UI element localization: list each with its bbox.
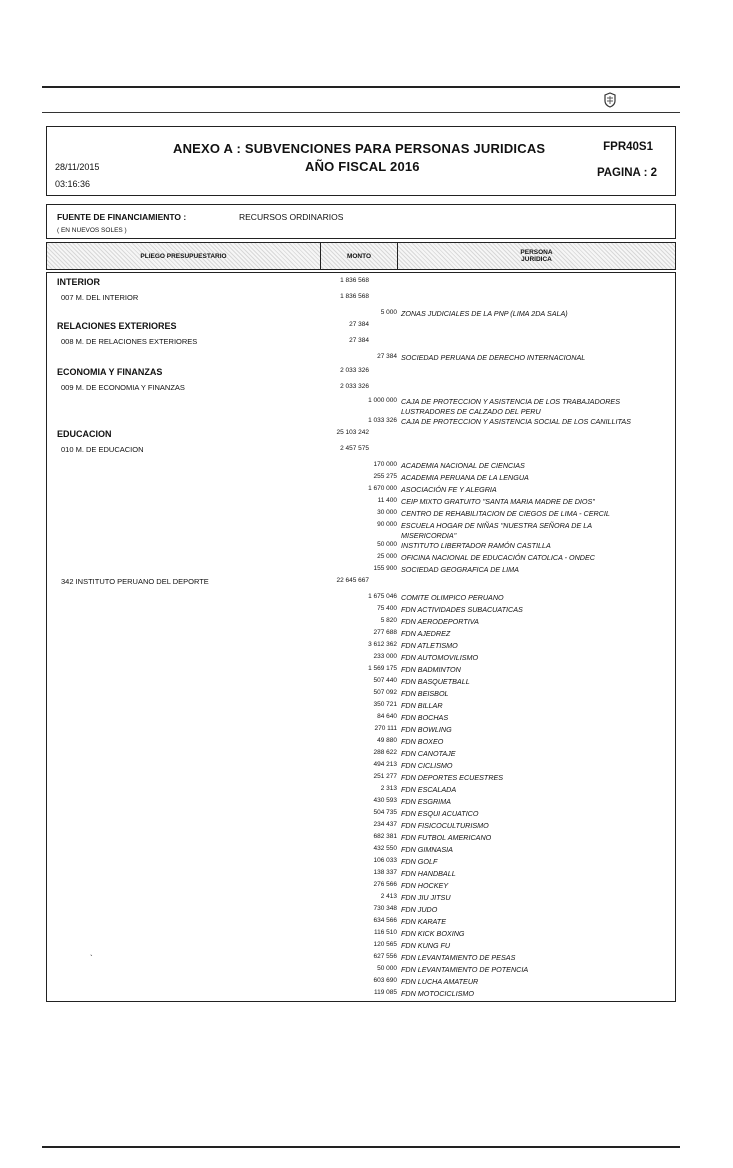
- entity-name: FDN LEVANTAMIENTO DE POTENCIA: [401, 965, 529, 974]
- amount-cell: 430 593: [373, 797, 397, 804]
- amount-cell: 155 900: [373, 565, 397, 572]
- table-row: [47, 761, 675, 773]
- table-row: [47, 677, 675, 689]
- subsidy-table: [46, 272, 676, 1002]
- amount-cell: 50 000: [377, 965, 397, 972]
- amount-cell: 1 033 326: [368, 417, 397, 424]
- table-row: [47, 473, 675, 485]
- table-row: [47, 713, 675, 725]
- table-row: [47, 977, 675, 989]
- table-row: [47, 821, 675, 833]
- unit-label: 342 INSTITUTO PERUANO DEL DEPORTE: [61, 577, 209, 586]
- table-row: [47, 565, 675, 577]
- table-row: [47, 773, 675, 785]
- entity-name: FDN BADMINTON: [401, 665, 461, 674]
- table-row: [47, 905, 675, 917]
- table-row: [47, 785, 675, 797]
- table-row: [47, 553, 675, 565]
- amount-cell: 634 566: [373, 917, 397, 924]
- section-label: INTERIOR: [57, 277, 101, 287]
- amount-cell: 138 337: [373, 869, 397, 876]
- section-label: EDUCACION: [57, 429, 112, 439]
- entity-name: FDN KUNG FU: [401, 941, 451, 950]
- amount-cell: 5 000: [380, 309, 397, 316]
- entity-name: FDN HANDBALL: [401, 869, 456, 878]
- table-row: [47, 353, 675, 365]
- entity-name: FDN KICK BOXING: [401, 929, 465, 938]
- table-row: [47, 629, 675, 641]
- amount-cell: 603 690: [373, 977, 397, 984]
- entity-name: FDN GOLF: [401, 857, 438, 866]
- total-amount: 27 384: [349, 321, 369, 328]
- amount-cell: 1 670 000: [368, 485, 397, 492]
- table-row: [47, 521, 675, 540]
- table-row: [47, 965, 675, 977]
- table-row: [47, 497, 675, 509]
- unit-label: 008 M. DE RELACIONES EXTERIORES: [61, 337, 198, 346]
- amount-cell: 507 092: [373, 689, 397, 696]
- column-persona-label: PERSONA JURIDICA: [520, 249, 553, 263]
- entity-name: FDN ESGRIMA: [401, 797, 451, 806]
- entity-name: FDN DEPORTES ECUESTRES: [401, 773, 504, 782]
- amount-cell: 277 688: [373, 629, 397, 636]
- amount-cell: 2 313: [380, 785, 397, 792]
- unit-row: [47, 445, 675, 457]
- entity-name: FDN LEVANTAMIENTO DE PESAS: [401, 953, 516, 962]
- unit-row: [47, 383, 675, 395]
- table-row: [47, 881, 675, 893]
- column-header: [46, 242, 676, 270]
- amount-cell: 255 275: [373, 473, 397, 480]
- table-row: [47, 845, 675, 857]
- table-row: [47, 809, 675, 821]
- entity-name: FDN AJEDREZ: [401, 629, 451, 638]
- total-amount: 22 645 667: [336, 577, 369, 584]
- entity-name: FDN ATLETISMO: [401, 641, 458, 650]
- unit-row: [47, 337, 675, 349]
- stray-mark: `: [90, 954, 93, 963]
- amount-cell: 494 213: [373, 761, 397, 768]
- entity-name: FDN FUTBOL AMERICANO: [401, 833, 492, 842]
- total-amount: 2 033 326: [340, 383, 369, 390]
- table-row: [47, 485, 675, 497]
- entity-name: FDN HOCKEY: [401, 881, 449, 890]
- table-row: [47, 665, 675, 677]
- amount-cell: 504 735: [373, 809, 397, 816]
- table-row: [47, 605, 675, 617]
- table-row: [47, 617, 675, 629]
- entity-name: FDN ACTIVIDADES SUBACUATICAS: [401, 605, 523, 614]
- entity-name: FDN KARATE: [401, 917, 446, 926]
- entity-name: FDN BEISBOL: [401, 689, 449, 698]
- entity-name: FDN BASQUETBALL: [401, 677, 470, 686]
- amount-cell: 1 000 000: [368, 397, 397, 404]
- table-row: [47, 461, 675, 473]
- entity-name: CAJA DE PROTECCION Y ASISTENCIA SOCIAL DE LOS CANILLITAS: [401, 417, 631, 426]
- table-row: [47, 929, 675, 941]
- crest-icon: [602, 92, 618, 108]
- entity-name: FDN JUDO: [401, 905, 438, 914]
- top-rule: [42, 86, 680, 88]
- table-row: [47, 857, 675, 869]
- table-row: [47, 653, 675, 665]
- funding-value: RECURSOS ORDINARIOS: [239, 212, 344, 222]
- column-monto: MONTO: [321, 243, 398, 269]
- entity-name: FDN BOXEO: [401, 737, 444, 746]
- report-code: FPR40S1: [603, 141, 653, 153]
- entity-name: FDN BILLAR: [401, 701, 443, 710]
- entity-name: ZONAS JUDICIALES DE LA PNP (LIMA 2DA SALA): [401, 309, 568, 318]
- entity-name: INSTITUTO LIBERTADOR RAMÓN CASTILLA: [401, 541, 551, 550]
- entity-name: FDN FISICOCULTURISMO: [401, 821, 489, 830]
- total-amount: 1 836 568: [340, 293, 369, 300]
- table-row: [47, 417, 675, 429]
- amount-cell: 84 640: [377, 713, 397, 720]
- table-row: [47, 953, 675, 965]
- section-row: [47, 277, 675, 289]
- entity-name-cont: MISERICORDIA": [401, 531, 457, 540]
- entity-name: FDN LUCHA AMATEUR: [401, 977, 479, 986]
- amount-cell: 106 033: [373, 857, 397, 864]
- total-amount: 25 103 242: [336, 429, 369, 436]
- amount-cell: 233 000: [373, 653, 397, 660]
- entity-name: FDN AERODEPORTIVA: [401, 617, 479, 626]
- section-row: [47, 367, 675, 379]
- table-row: [47, 689, 675, 701]
- amount-cell: 119 085: [373, 989, 397, 996]
- unit-label: 009 M. DE ECONOMIA Y FINANZAS: [61, 383, 185, 392]
- entity-name: FDN AUTOMOVILISMO: [401, 653, 479, 662]
- section-label: ECONOMIA Y FINANZAS: [57, 367, 163, 377]
- table-row: [47, 701, 675, 713]
- table-row: [47, 869, 675, 881]
- section-label: RELACIONES EXTERIORES: [57, 321, 177, 331]
- table-row: [47, 989, 675, 1001]
- currency-note: ( EN NUEVOS SOLES ): [57, 227, 127, 234]
- amount-cell: 75 400: [377, 605, 397, 612]
- table-row: [47, 593, 675, 605]
- amount-cell: 90 000: [377, 521, 397, 528]
- table-row: [47, 749, 675, 761]
- amount-cell: 251 277: [373, 773, 397, 780]
- title-line-1: ANEXO A : SUBVENCIONES PARA PERSONAS JURIDICAS: [173, 141, 546, 156]
- funding-source-box: [46, 204, 676, 239]
- amount-cell: 170 000: [373, 461, 397, 468]
- funding-label: FUENTE DE FINANCIAMIENTO :: [57, 212, 187, 222]
- table-row: [47, 737, 675, 749]
- amount-cell: 730 348: [373, 905, 397, 912]
- table-row: [47, 509, 675, 521]
- amount-cell: 507 440: [373, 677, 397, 684]
- section-row: [47, 429, 675, 441]
- entity-name: ASOCIACIÓN FE Y ALEGRIA: [401, 485, 497, 494]
- entity-name: FDN BOCHAS: [401, 713, 449, 722]
- entity-name: FDN GIMNASIA: [401, 845, 453, 854]
- report-date: 28/11/2015: [55, 162, 100, 172]
- amount-cell: 350 721: [373, 701, 397, 708]
- amount-cell: 270 111: [374, 725, 397, 732]
- entity-name: FDN ESQUI ACUATICO: [401, 809, 479, 818]
- total-amount: 27 384: [349, 337, 369, 344]
- amount-cell: 2 413: [380, 893, 397, 900]
- entity-name: SOCIEDAD PERUANA DE DERECHO INTERNACIONAL: [401, 353, 586, 362]
- section-row: [47, 321, 675, 333]
- amount-cell: 682 381: [373, 833, 397, 840]
- table-row: [47, 797, 675, 809]
- entity-name: CENTRO DE REHABILITACION DE CIEGOS DE LIMA - CERCIL: [401, 509, 610, 518]
- unit-row: [47, 293, 675, 305]
- amount-cell: 49 880: [377, 737, 397, 744]
- amount-cell: 627 556: [373, 953, 397, 960]
- total-amount: 1 836 568: [340, 277, 369, 284]
- amount-cell: 288 622: [373, 749, 397, 756]
- unit-label: 007 M. DEL INTERIOR: [61, 293, 139, 302]
- table-row: [47, 309, 675, 321]
- top-rule-thin: [42, 112, 680, 113]
- entity-name-cont: LUSTRADORES DE CALZADO DEL PERU: [401, 407, 541, 416]
- total-amount: 2 033 326: [340, 367, 369, 374]
- amount-cell: 25 000: [377, 553, 397, 560]
- amount-cell: 27 384: [377, 353, 397, 360]
- total-amount: 2 457 575: [340, 445, 369, 452]
- title-line-2: AÑO FISCAL 2016: [305, 159, 420, 174]
- table-row: [47, 397, 675, 416]
- table-row: [47, 833, 675, 845]
- amount-cell: 50 000: [377, 541, 397, 548]
- entity-name: ESCUELA HOGAR DE NIÑAS "NUESTRA SEÑORA DE LA: [401, 521, 593, 530]
- amount-cell: 116 510: [373, 929, 397, 936]
- entity-name: FDN CANOTAJE: [401, 749, 456, 758]
- table-row: [47, 725, 675, 737]
- column-persona: [398, 243, 675, 269]
- entity-name: FDN MOTOCICLISMO: [401, 989, 474, 998]
- entity-name: CAJA DE PROTECCION Y ASISTENCIA DE LOS TRABAJADORES: [401, 397, 620, 406]
- entity-name: SOCIEDAD GEOGRAFICA DE LIMA: [401, 565, 519, 574]
- amount-cell: 1 675 046: [368, 593, 397, 600]
- entity-name: FDN CICLISMO: [401, 761, 453, 770]
- page-number: PAGINA : 2: [596, 167, 657, 179]
- entity-name: ACADEMIA NACIONAL DE CIENCIAS: [401, 461, 525, 470]
- table-row: [47, 641, 675, 653]
- column-pliego: PLIEGO PRESUPUESTARIO: [47, 243, 321, 269]
- entity-name: FDN BOWLING: [401, 725, 452, 734]
- entity-name: FDN JIU JITSU: [401, 893, 451, 902]
- amount-cell: 432 550: [373, 845, 397, 852]
- amount-cell: 1 569 175: [368, 665, 397, 672]
- table-row: [47, 917, 675, 929]
- entity-name: FDN ESCALADA: [401, 785, 457, 794]
- amount-cell: 11 400: [377, 497, 397, 504]
- amount-cell: 120 565: [373, 941, 397, 948]
- table-row: [47, 893, 675, 905]
- amount-cell: 276 566: [373, 881, 397, 888]
- entity-name: OFICINA NACIONAL DE EDUCACIÓN CATOLICA - ONDEC: [401, 553, 595, 562]
- amount-cell: 30 000: [377, 509, 397, 516]
- unit-row: [47, 577, 675, 589]
- entity-name: ACADEMIA PERUANA DE LA LENGUA: [401, 473, 529, 482]
- table-row: [47, 941, 675, 953]
- amount-cell: 3 612 362: [368, 641, 397, 648]
- amount-cell: 5 820: [380, 617, 397, 624]
- report-time: 03:16:36: [55, 179, 91, 189]
- bottom-rule: [42, 1146, 680, 1148]
- unit-label: 010 M. DE EDUCACION: [61, 445, 144, 454]
- entity-name: CEIP MIXTO GRATUITO "SANTA MARIA MADRE DE DIOS": [401, 497, 595, 506]
- entity-name: COMITE OLIMPICO PERUANO: [401, 593, 504, 602]
- amount-cell: 234 437: [373, 821, 397, 828]
- table-row: [47, 541, 675, 553]
- report-header: [46, 126, 676, 196]
